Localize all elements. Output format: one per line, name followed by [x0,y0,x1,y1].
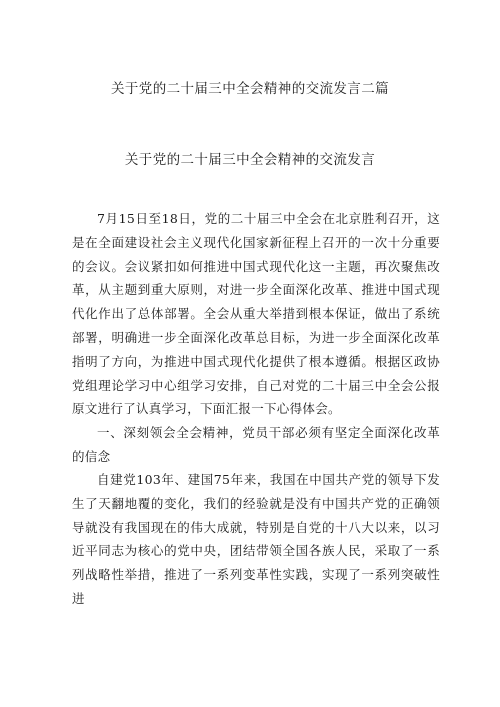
section-title: 关于党的二十届三中全会精神的交流发言 [124,152,376,168]
paragraph-intro: 7月15日至18日，党的二十届三中全会在北京胜利召开，这是在全面建设社会主义现代化国家新征程上召开的一次十分重要的会议。会议紧扣如何推进中国式现代化这一主题，再次聚焦改革，从主题到重大原则，对进一步全面深化改革、推进中国式现代化作出了总体部署。全会从重大举措到根本保证，做出了系统部署，明确进一步全面深化改革总目标，为进一步全面深化改革指明了方向，为推进中国式现代化提供了根本遵循。根据区政协党组理论学习中心组学习安排，自己对党的二十届三中全会公报原文进行了认真学习，下面汇报一下心得体会。 [72,211,440,417]
heading-part-one: 一、深刻领会全会精神，党员干部必须有坚定全面深化改革的信念 [72,425,440,464]
document-title: 关于党的二十届三中全会精神的交流发言二篇 [111,81,389,97]
paragraph-part-one-body: 自建党103年、建国75年来，我国在中国共产党的领导下发生了天翻地覆的变化，我们的经验就是没有中国共产党的正确领导就没有我国现在的伟大成就，特别是自党的十八大以来，以习近平同志为核心的党中央，团结带领全国各族人民，采取了一系列战略性举措，推进了一系列变革性实践，实现了一系列突破性进 [72,472,440,606]
